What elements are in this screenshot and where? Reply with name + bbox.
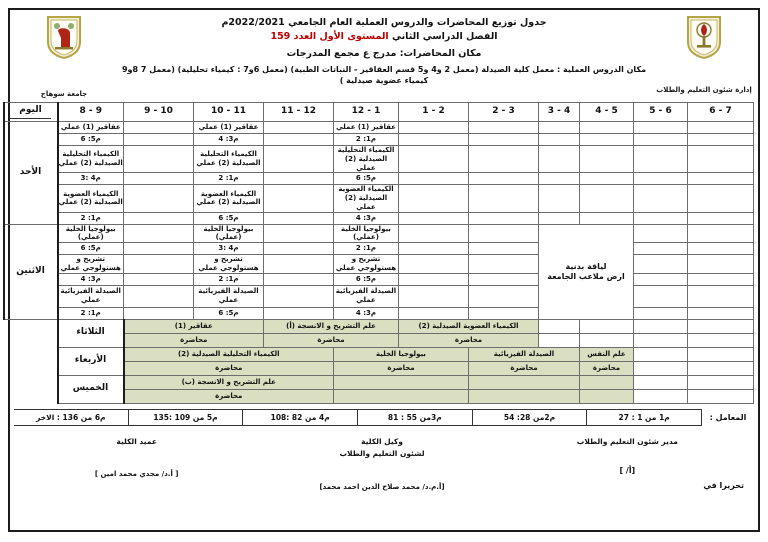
- sunday-12-1-room-3: م3: 4: [334, 212, 399, 224]
- sunday-row-2: [4, 134, 754, 146]
- time-slot-11-12: 12 - 11: [264, 103, 334, 122]
- day-label-tuesday: الثلاثاء: [58, 319, 124, 347]
- cell-empty: [264, 146, 334, 173]
- monday-8-9-room-1: م5: 6: [58, 243, 124, 255]
- right-logo-caption: جامعة سوهاج: [40, 90, 88, 98]
- wednesday-lecture-3-title: الصيدلة الفيزيائية: [469, 347, 580, 361]
- monday-11-10-room-3: م5: 6: [194, 307, 264, 319]
- cell-empty: [634, 146, 688, 173]
- cell-empty: [688, 375, 754, 389]
- cell-empty: [124, 285, 194, 307]
- monday-11-10-room-2: م1: 2: [194, 273, 264, 285]
- cell-empty: [469, 146, 539, 173]
- cell-empty: [634, 255, 688, 274]
- cell-empty: [124, 134, 194, 146]
- cell-empty: [124, 273, 194, 285]
- director-signature-brackets: [أ/ ]: [619, 466, 636, 476]
- cell-empty: [539, 185, 580, 212]
- cell-empty-green: [469, 375, 580, 389]
- lab-section-6: م6 من 136 : الاخر: [36, 412, 106, 422]
- cell-empty: [124, 122, 194, 134]
- monday-8-9-course-3: [58, 285, 124, 307]
- wednesday-lecture-1-type: محاضرة: [124, 361, 334, 375]
- monday-11-10-course-1: بيولوجيا الخلية (عملي): [194, 224, 264, 243]
- schedule-table: [3, 102, 755, 404]
- cell-empty: [580, 212, 634, 224]
- cell-empty: [539, 122, 580, 134]
- cell-empty: [634, 361, 688, 375]
- cell-empty: [634, 285, 688, 307]
- cell-empty: [469, 307, 539, 319]
- thursday-lecture-1-type: محاضرة: [124, 389, 334, 403]
- vice-dean-role-line2: لشئون التعليم والطلاب: [339, 449, 425, 459]
- cell-empty: [580, 319, 634, 333]
- cell-empty: [688, 243, 754, 255]
- cell-empty: [634, 134, 688, 146]
- cell-empty: [264, 134, 334, 146]
- director-role: مدير شئون التعليم والطلاب: [576, 436, 678, 446]
- sunday-row-4: [4, 173, 754, 185]
- cell-empty: [264, 173, 334, 185]
- tuesday-lecture-1-type: محاضرة: [124, 333, 264, 347]
- time-slot-1-2: 2 - 1: [399, 103, 469, 122]
- sunday-12-1-course-1: عقاقير (1) عملي: [334, 122, 399, 134]
- cell-empty: [124, 185, 194, 212]
- lab-section-4: م4 من 82 :108: [242, 410, 357, 425]
- time-slot-12-1: 1 - 12: [334, 103, 399, 122]
- fitness-title: لياقة بدنية: [565, 261, 607, 271]
- monday-12-1-room-3: م3: 4: [334, 307, 399, 319]
- cell-empty: [264, 255, 334, 274]
- cell-empty: [264, 273, 334, 285]
- sunday-8-9-course-1: عقاقير (1) عملي: [58, 122, 124, 134]
- sunday-11-10-room-3: م5: 6: [194, 212, 264, 224]
- cell-empty: [469, 273, 539, 285]
- monday-12-1-course-1: بيولوجيا الخلية (عملي): [334, 224, 399, 243]
- monday-12-1-room-1: م1: 2: [334, 243, 399, 255]
- monday-8-9-room-3: م1: 2: [58, 307, 124, 319]
- cell-empty: [399, 273, 469, 285]
- sunday-11-10-course-1: عقاقير (1) عملي: [194, 122, 264, 134]
- course-title: الصيدلة الفيزيائية: [60, 287, 121, 296]
- course-title: الكيمياء العضوية الصيدلية (2): [338, 185, 394, 202]
- lab-section-1: م1 من 1 : 27: [586, 410, 702, 425]
- lab-sections-track: [14, 409, 702, 426]
- sunday-12-1-room-2: م5: 6: [334, 173, 399, 185]
- time-header-row: [4, 103, 754, 122]
- monday-11-10-course-2: تشريح و هستولوجي عملي: [194, 255, 264, 274]
- cell-empty: [469, 255, 539, 274]
- sunday-11-10-room-2: م1: 2: [194, 173, 264, 185]
- cell-empty-green: [580, 389, 634, 403]
- level-and-number: المستوى الأول العدد 159: [270, 31, 389, 43]
- cell-empty: [580, 122, 634, 134]
- cell-empty: [469, 285, 539, 307]
- cell-empty: [264, 243, 334, 255]
- cell-empty: [469, 173, 539, 185]
- cell-empty: [399, 146, 469, 173]
- sunday-12-1-room-1: م1: 2: [334, 134, 399, 146]
- cell-empty: [399, 307, 469, 319]
- cell-empty: [688, 273, 754, 285]
- cell-empty: [539, 212, 580, 224]
- cell-empty: [634, 375, 688, 389]
- cell-empty: [264, 122, 334, 134]
- wednesday-lecture-3-type: محاضرة: [469, 361, 580, 375]
- monday-12-1-course-3: [334, 285, 399, 307]
- wednesday-lecture-1-title: الكيمياء التحليلية الصيدلية (2): [124, 347, 334, 361]
- time-slot-6-7: 7 - 6: [688, 103, 754, 122]
- wednesday-lecture-4-title: علم النفس: [580, 347, 634, 361]
- time-slot-10-11: 11 - 10: [194, 103, 264, 122]
- cell-empty: [688, 389, 754, 403]
- sunday-12-1-course-3: [334, 185, 399, 212]
- monday-11-10-course-3: [194, 285, 264, 307]
- course-type: عملي: [356, 296, 376, 304]
- time-slot-5-6: 6 - 5: [634, 103, 688, 122]
- cell-empty: [264, 212, 334, 224]
- cell-empty: [539, 134, 580, 146]
- cell-empty: [399, 255, 469, 274]
- cell-empty: [264, 185, 334, 212]
- monday-row-5: [4, 285, 754, 307]
- lab-sections-row: [14, 409, 754, 426]
- thursday-lecture-1-title: علم التشريح و الانسجة (ب): [124, 375, 334, 389]
- title-block: [112, 12, 656, 87]
- semester-line: [112, 30, 656, 44]
- cell-empty: [469, 243, 539, 255]
- cell-empty: [688, 173, 754, 185]
- cell-empty: [634, 212, 688, 224]
- dean-name: [ أ.د/ مجدي محمد امين ]: [94, 470, 179, 479]
- day-label-monday: الاثنين: [4, 224, 58, 319]
- monday-12-1-room-2: م5: 6: [334, 273, 399, 285]
- monday-row-4: [4, 273, 754, 285]
- cell-empty: [688, 285, 754, 307]
- day-header-label: اليوم: [19, 105, 42, 116]
- monday-8-9-course-1: بيولوجيا الخلية (عملي): [58, 224, 124, 243]
- cell-empty: [399, 243, 469, 255]
- wednesday-row-1: [4, 347, 754, 361]
- vice-dean-role-line1: وكيل الكلية: [361, 436, 403, 446]
- tuesday-lecture-1-title: عقاقير (1): [124, 319, 264, 333]
- sunday-11-10-room-1: م3: 4: [194, 134, 264, 146]
- cell-empty: [399, 285, 469, 307]
- cell-empty: [634, 347, 688, 361]
- course-type: عملي: [356, 202, 376, 211]
- lab-place: مكان الدروس العملية : معمل كلية الصيدلة (معمل 2 و4 و5 قسم العقاقير - النباتات الطبية) (معمل 6و7 : كيمياء تحليلية) (معمل 7 8و9 كيمياء عضوية صيدلية ): [121, 64, 647, 86]
- cell-empty: [634, 307, 688, 319]
- lab-section-3: م3من 55 : 81: [357, 410, 472, 425]
- sunday-11-10-course-2: الكيمياء التحليلية الصيدلية (2) عملي: [194, 146, 264, 173]
- left-logo-block: [656, 12, 752, 94]
- time-slot-8-9: 9 - 8: [58, 103, 124, 122]
- cell-empty: [688, 212, 754, 224]
- day-header-rule: [10, 118, 52, 119]
- sunday-8-9-room-3: م1: 2: [58, 212, 124, 224]
- cell-empty-green: [580, 375, 634, 389]
- sunday-8-9-room-2: م4 :3: [58, 173, 124, 185]
- dean-role: عميد الكلية: [116, 436, 157, 446]
- course-title: الصيدلة الفيزيائية: [335, 287, 397, 296]
- cell-empty: [634, 185, 688, 212]
- sunday-row-6: [4, 212, 754, 224]
- cell-empty: [688, 185, 754, 212]
- cell-empty: [688, 255, 754, 274]
- time-slot-2-3: 3 - 2: [469, 103, 539, 122]
- cell-empty: [124, 212, 194, 224]
- monday-8-9-room-2: م3: 4: [58, 273, 124, 285]
- cell-empty: [399, 122, 469, 134]
- education-affairs-crest-icon: [684, 14, 724, 60]
- left-logo-caption: إدارة شئون التعليم والطلاب: [656, 86, 752, 94]
- cell-empty: [634, 224, 688, 243]
- tuesday-lecture-2-type: محاضرة: [264, 333, 399, 347]
- time-slot-9-10: 10 - 9: [124, 103, 194, 122]
- sunday-row-5: [4, 185, 754, 212]
- cell-empty: [539, 333, 580, 347]
- cell-empty: [688, 333, 754, 347]
- monday-row-1: [4, 224, 754, 243]
- sunday-8-9-room-1: م5: 6: [58, 134, 124, 146]
- lecture-place: مكان المحاضرات: مدرج ع مجمع المدرجات: [286, 47, 482, 59]
- signature-block-vice-dean: [259, 436, 504, 510]
- sohag-university-crest-icon: [44, 14, 84, 60]
- monday-11-10-room-1: م4 :3: [194, 243, 264, 255]
- cell-empty: [634, 122, 688, 134]
- document-title: جدول توزيع المحاضرات والدروس العملية العام الجامعي 2022/2021م: [221, 17, 547, 28]
- course-type: عملي: [81, 296, 101, 304]
- right-logo-block: [16, 12, 112, 98]
- cell-empty: [634, 173, 688, 185]
- cell-empty: [688, 134, 754, 146]
- cell-empty: [399, 173, 469, 185]
- cell-empty: [688, 122, 754, 134]
- cell-empty: [399, 212, 469, 224]
- cell-empty-green: [469, 389, 580, 403]
- cell-empty: [539, 319, 580, 333]
- cell-empty: [688, 224, 754, 243]
- cell-empty: [580, 333, 634, 347]
- lab-sections-label: المعامل :: [709, 412, 747, 422]
- cell-empty: [580, 185, 634, 212]
- cell-empty: [634, 333, 688, 347]
- cell-empty: [124, 255, 194, 274]
- sunday-row-1: [4, 122, 754, 134]
- cell-empty: [399, 134, 469, 146]
- time-slot-4-5: 5 - 4: [580, 103, 634, 122]
- tuesday-lecture-3-title: الكيمياء العضوية الصيدلية (2): [399, 319, 539, 333]
- monday-row-6: [4, 307, 754, 319]
- cell-empty: [688, 347, 754, 361]
- cell-empty: [688, 146, 754, 173]
- tuesday-lecture-2-title: علم التشريح و الانسجة (أ): [264, 319, 399, 333]
- physical-fitness-cell: [539, 224, 634, 319]
- lab-section-2: م2من 28: 54: [472, 410, 587, 425]
- cell-empty: [634, 319, 688, 333]
- cell-empty: [469, 134, 539, 146]
- semester-prefix: الفصل الدراسي الثاني: [388, 31, 498, 43]
- cell-empty: [688, 319, 754, 333]
- signature-block-dean: [14, 436, 259, 510]
- tuesday-row-1: [4, 319, 754, 333]
- cell-empty-green: [334, 375, 469, 389]
- cell-empty: [264, 307, 334, 319]
- date-written-label: تحريرا في: [703, 481, 744, 491]
- cell-empty: [634, 273, 688, 285]
- course-type: عملي: [218, 296, 239, 304]
- cell-empty: [124, 307, 194, 319]
- day-label-wednesday: الأربعاء: [58, 347, 124, 375]
- fitness-location: ارض ملاعب الجامعة: [547, 271, 625, 281]
- wednesday-lecture-2-title: بيولوجيا الخلية: [334, 347, 469, 361]
- cell-empty: [124, 243, 194, 255]
- cell-empty: [634, 243, 688, 255]
- sunday-8-9-course-2: الكيمياء التحليلية الصيدلية (2) عملي: [58, 146, 124, 173]
- monday-row-3: [4, 255, 754, 274]
- cell-empty: [580, 173, 634, 185]
- tuesday-lecture-3-type: محاضرة: [399, 333, 539, 347]
- monday-12-1-course-2: تشريح و هستولوجي عملي: [334, 255, 399, 274]
- day-column-header: [4, 103, 58, 122]
- lab-section-5: م5 من 109 :135: [128, 410, 243, 425]
- thursday-row-1: [4, 375, 754, 389]
- cell-empty: [469, 224, 539, 243]
- cell-empty: [469, 185, 539, 212]
- sunday-8-9-course-3: الكيمياء العضوية الصيدلية (2) عملي: [58, 185, 124, 212]
- wednesday-lecture-4-type: محاضرة: [580, 361, 634, 375]
- vice-dean-name: [أ.م.د/ محمد صلاح الدين احمد محمد]: [319, 483, 445, 491]
- document-header: [14, 10, 754, 102]
- sunday-row-3: [4, 146, 754, 173]
- cell-empty: [539, 173, 580, 185]
- cell-empty: [580, 134, 634, 146]
- signature-block-director: [505, 436, 754, 510]
- wednesday-lecture-2-type: محاضرة: [334, 361, 469, 375]
- cell-empty: [264, 224, 334, 243]
- time-slot-3-4: 4 - 3: [539, 103, 580, 122]
- sunday-11-10-course-3: الكيمياء العضوية الصيدلية (2) عملي: [194, 185, 264, 212]
- cell-empty: [124, 146, 194, 173]
- cell-empty: [539, 146, 580, 173]
- cell-empty: [469, 212, 539, 224]
- signature-footer: [14, 436, 754, 510]
- cell-empty: [469, 122, 539, 134]
- cell-empty: [634, 389, 688, 403]
- day-label-thursday: الخميس: [58, 375, 124, 403]
- cell-empty: [264, 285, 334, 307]
- cell-empty: [124, 173, 194, 185]
- cell-empty: [688, 307, 754, 319]
- cell-empty: [688, 361, 754, 375]
- cell-empty: [580, 146, 634, 173]
- monday-8-9-course-2: تشريح و هستولوجي عملي: [58, 255, 124, 274]
- course-title: الصيدلة الفيزيائية: [198, 287, 259, 296]
- day-label-sunday: الأحد: [4, 122, 58, 225]
- sunday-12-1-course-2: الكيمياء التحليلية الصيدلية (2) عملي: [334, 146, 399, 173]
- cell-empty: [399, 185, 469, 212]
- cell-empty: [124, 224, 194, 243]
- monday-row-2: [4, 243, 754, 255]
- cell-empty-green: [334, 389, 469, 403]
- cell-empty: [399, 224, 469, 243]
